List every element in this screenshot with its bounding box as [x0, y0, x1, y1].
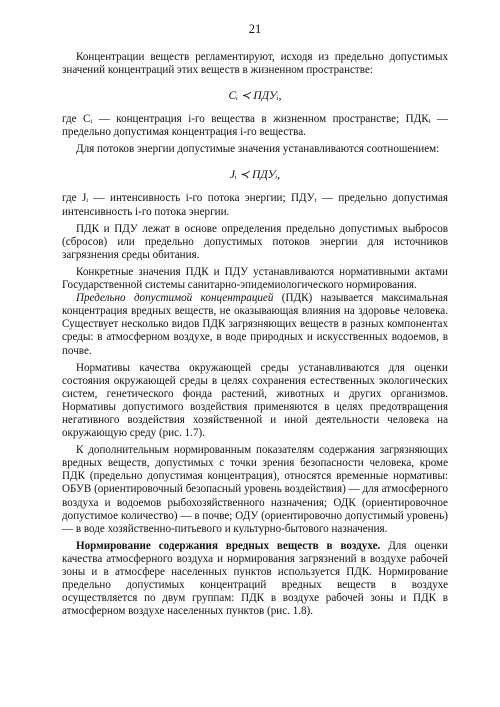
pdk-term: Предельно допустимой концентрацией	[76, 292, 274, 305]
paragraph-formula1-explanation: где Cᵢ — концентрация i-го вещества в жизненном пространстве; ПДКᵢ — предельно допустимая концентрация i-го вещества.	[62, 113, 448, 139]
paragraph-energy-flows: Для потоков энергии допустимые значения устанавливаются соотношением:	[76, 143, 440, 156]
paragraph-concentration-regulation: Концентрации веществ регламентируют, исходя из предельно допустимых значений концентраций этих веществ в жизненном пространстве:	[62, 51, 448, 77]
paragraph-normative-acts: Конкретные значения ПДК и ПДУ устанавливаются нормативными актами Государственной системы санитарно-эпидемиологического нормирования.	[62, 265, 448, 292]
paragraph-pdk-pdu-basis: ПДК и ПДУ лежат в основе определения предельно допустимых выбросов (сбросов) или предельно допустимых потоков энергии для источников загрязнения среды обитания.	[62, 222, 448, 261]
formula-concentration: Cᵢ ≺ ПДУᵢ,	[228, 90, 282, 103]
paragraph-formula2-explanation: где Jᵢ — интенсивность i-го потока энергии; ПДУᵢ — предельно допустимая интенсивность i-го потока энергии.	[62, 192, 448, 218]
page-number: 21	[248, 22, 262, 36]
paragraph-additional-indicators: К дополнительным нормированным показателям содержания загрязняющих вредных веществ, допустимых с точки зрения безопасности человека, кроме ПДК (предельно допустимая концентрация), относятся временные нормативы: ОБУВ (ориентировочный безопасный уровень воздействия) — для атмосферного воздуха и водоемов рыбохозяйственного назначения; ОДК (ориентировочное допустимое количество) — в почве; ОДУ (ориентировочно допустимый уровень) — в воде хозяйственно-питьевого и культурно-бытового назначения.	[62, 444, 448, 535]
section-heading-air: Нормирование содержания вредных веществ в воздухе.	[76, 539, 381, 552]
paragraph-environment-quality-norms: Нормативы качества окружающей среды устанавливаются для оценки состояния окружающей среды в целях сохранения естественных экологических систем, генетического фонда растений, животных и других организмов. Нормативы допустимого воздействия применяются в целях предотвращения негативного воздействия хозяйственной и иной деятельности человека на окружающую среду (рис. 1.7).	[62, 361, 448, 440]
air-normalization-text: Для оценки качества атмосферного воздуха и нормирования загрязнений в воздухе рабочей зоны и в атмосфере населенных пунктов используется ПДК. Нормирование предельно допустимых концентраций вредных веществ в воздухе осуществляется по двум группам: ПДК в воздухе рабочей зоны и ПДК в атмосферном воздухе населенных пунктов (рис. 1.8).	[62, 539, 448, 618]
pdk-definition-text: (ПДК) называется максимальная концентрация вредных веществ, не оказывающая влияния на здоровье человека. Существует несколько видов ПДК загрязняющих веществ в разных компонентах среды: в атмосферном воздухе, в воде природных и искусственных водоемов, в почве.	[62, 292, 449, 357]
paragraph-pdk-definition	[62, 292, 448, 357]
formula-energy: Jᵢ ≺ ПДУᵢ,	[229, 169, 281, 182]
paragraph-air-normalization	[62, 540, 448, 619]
